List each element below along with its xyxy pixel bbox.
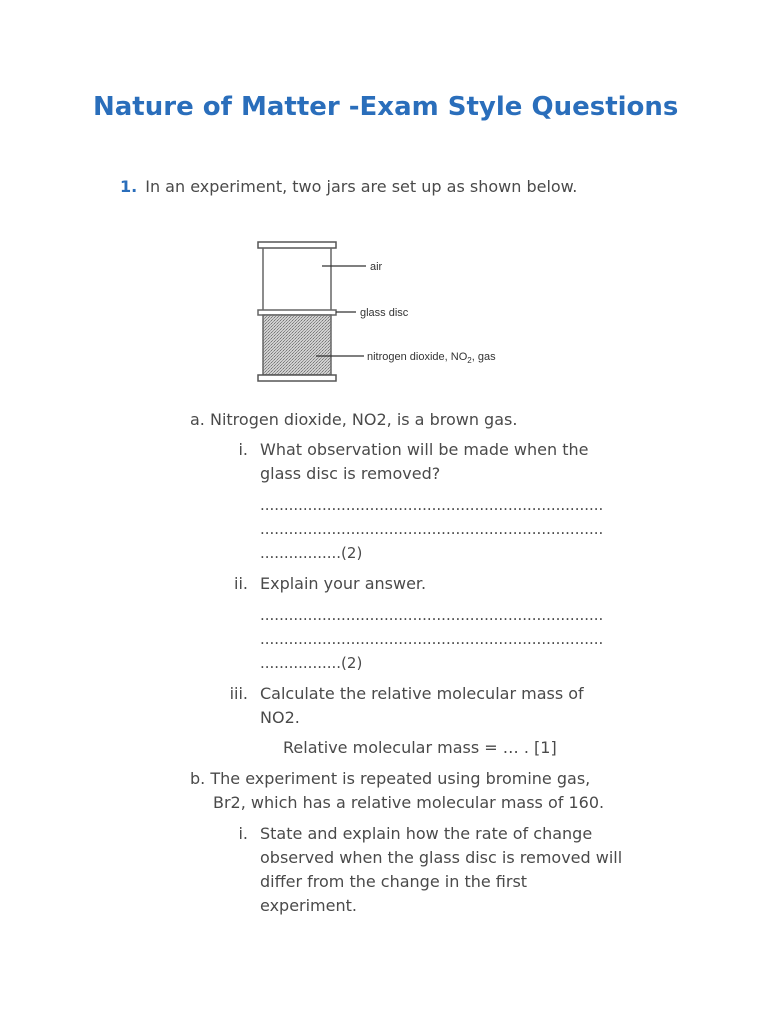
- sub-b-i-text-line4: experiment.: [260, 896, 357, 915]
- bottom-jar-base: [258, 375, 336, 381]
- sub-a-i-label: i.: [238, 440, 248, 459]
- answer-line-marks: .................(2): [260, 654, 363, 672]
- sub-a-iii-label: iii.: [229, 684, 248, 703]
- glass-disc-label: glass disc: [360, 307, 409, 319]
- answer-line: ........................................................................: [260, 520, 604, 538]
- gas-jars-diagram: [250, 236, 550, 388]
- sub-a-ii-label: ii.: [234, 574, 248, 593]
- part-a-text: Nitrogen dioxide, NO2, is a brown gas.: [209, 410, 518, 429]
- question-text: In an experiment, two jars are set up as shown below.: [145, 177, 578, 196]
- sub-b-i-text-line1: State and explain how the rate of change: [260, 824, 593, 843]
- answer-line-marks: .................(2): [260, 544, 363, 562]
- sub-a-ii-text: Explain your answer.: [260, 574, 427, 593]
- question-number: 1.: [120, 177, 138, 196]
- part-a: [190, 408, 517, 432]
- page-title: Nature of Matter -Exam Style Questions: [93, 92, 679, 122]
- part-b-text-line2: Br2, which has a relative molecular mass of 160.: [213, 793, 605, 812]
- answer-line: ........................................................................: [260, 606, 604, 624]
- sub-b-i-label: i.: [238, 824, 248, 843]
- top-jar-lid: [258, 242, 336, 248]
- sub-a-i-text-line2: glass disc is removed?: [260, 464, 441, 483]
- sub-a-i-text-line1: What observation will be made when the: [260, 440, 589, 459]
- lower-jar-gas: [263, 315, 331, 375]
- gas-label-subscript: 2: [467, 356, 472, 365]
- part-a-label: a.: [190, 410, 205, 429]
- answer-line: ........................................................................: [260, 496, 604, 514]
- gas-label-prefix: nitrogen dioxide, NO: [367, 351, 468, 363]
- gas-label: [367, 351, 496, 365]
- part-b-line1: [190, 767, 590, 791]
- sub-a-iii-text-line2: NO2.: [260, 708, 300, 727]
- answer-line: ........................................................................: [260, 630, 604, 648]
- gas-label-suffix: , gas: [471, 351, 496, 363]
- sub-b-i-text-line2: observed when the glass disc is removed will: [260, 848, 623, 867]
- part-b-label: b.: [190, 769, 206, 788]
- sub-a-iii-text-line1: Calculate the relative molecular mass of: [260, 684, 584, 703]
- sub-b-i-text-line3: differ from the change in the first: [260, 872, 528, 891]
- question-1: [120, 176, 577, 198]
- part-b-text-line1: The experiment is repeated using bromine gas,: [210, 769, 591, 788]
- relative-molecular-mass-answer: Relative molecular mass = … . [1]: [283, 738, 557, 757]
- air-label: air: [370, 261, 383, 273]
